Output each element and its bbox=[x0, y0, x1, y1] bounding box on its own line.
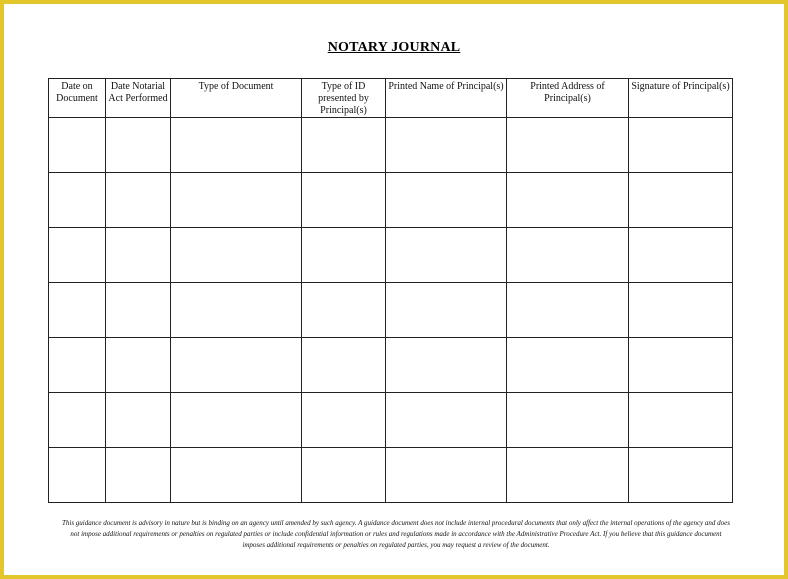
entry-cell[interactable] bbox=[302, 173, 386, 228]
entry-cell[interactable] bbox=[629, 228, 733, 283]
table-row bbox=[49, 283, 733, 338]
entry-cell[interactable] bbox=[49, 173, 106, 228]
entry-cell[interactable] bbox=[302, 338, 386, 393]
entry-cell[interactable] bbox=[106, 173, 171, 228]
header-row bbox=[49, 79, 733, 118]
entry-cell[interactable] bbox=[106, 448, 171, 503]
table-row bbox=[49, 393, 733, 448]
entry-cell[interactable] bbox=[49, 283, 106, 338]
entry-cell[interactable] bbox=[507, 173, 629, 228]
entry-cell[interactable] bbox=[171, 393, 302, 448]
entry-cell[interactable] bbox=[386, 173, 507, 228]
entry-cell[interactable] bbox=[171, 118, 302, 173]
col-header-date-on-document: Date on Document bbox=[49, 79, 106, 118]
entry-cell[interactable] bbox=[106, 118, 171, 173]
entry-cell[interactable] bbox=[629, 338, 733, 393]
entry-cell[interactable] bbox=[302, 228, 386, 283]
table-row bbox=[49, 173, 733, 228]
entry-cell[interactable] bbox=[629, 393, 733, 448]
entry-cell[interactable] bbox=[171, 448, 302, 503]
entry-cell[interactable] bbox=[507, 283, 629, 338]
entry-cell[interactable] bbox=[49, 448, 106, 503]
table-row bbox=[49, 228, 733, 283]
entry-cell[interactable] bbox=[106, 283, 171, 338]
entry-cell[interactable] bbox=[106, 393, 171, 448]
col-header-type-of-document: Type of Document bbox=[171, 79, 302, 118]
entry-cell[interactable] bbox=[49, 118, 106, 173]
entry-cell[interactable] bbox=[171, 283, 302, 338]
entry-cell[interactable] bbox=[386, 283, 507, 338]
entry-cell[interactable] bbox=[49, 228, 106, 283]
entry-cell[interactable] bbox=[629, 283, 733, 338]
col-header-printed-address: Printed Address of Principal(s) bbox=[507, 79, 629, 118]
entry-cell[interactable] bbox=[386, 448, 507, 503]
entry-cell[interactable] bbox=[507, 118, 629, 173]
entry-cell[interactable] bbox=[507, 393, 629, 448]
entry-cell[interactable] bbox=[171, 338, 302, 393]
entry-cell[interactable] bbox=[507, 448, 629, 503]
col-header-type-of-id: Type of ID presented by Principal(s) bbox=[302, 79, 386, 118]
col-header-date-notarial-act: Date Notarial Act Performed bbox=[106, 79, 171, 118]
table-row bbox=[49, 338, 733, 393]
entry-cell[interactable] bbox=[106, 228, 171, 283]
entry-cell[interactable] bbox=[386, 118, 507, 173]
entry-cell[interactable] bbox=[629, 173, 733, 228]
entry-cell[interactable] bbox=[629, 448, 733, 503]
entry-cell[interactable] bbox=[171, 173, 302, 228]
entry-cell[interactable] bbox=[49, 393, 106, 448]
page-title: NOTARY JOURNAL bbox=[327, 40, 461, 55]
entry-cell[interactable] bbox=[171, 228, 302, 283]
table-row bbox=[49, 118, 733, 173]
journal-body bbox=[49, 118, 733, 503]
entry-cell[interactable] bbox=[507, 228, 629, 283]
col-header-printed-name: Printed Name of Principal(s) bbox=[386, 79, 507, 118]
entry-cell[interactable] bbox=[302, 448, 386, 503]
col-header-signature: Signature of Principal(s) bbox=[629, 79, 733, 118]
disclaimer-text: This guidance document is advisory in nature but is binding on an agency until amended by such agency. A guidance document does not include internal procedural documents that only affect the internal operations of the agency and does not impose additional requirements or penalties on regulated parties or include confidential information or rules and regulations made in accordance with the Administrative Procedure Act. If you believe that this guidance document imposes additional requirements or penalties on regulated parties, you may request a review of the document. bbox=[62, 519, 730, 549]
entry-cell[interactable] bbox=[386, 393, 507, 448]
entry-cell[interactable] bbox=[629, 118, 733, 173]
entry-cell[interactable] bbox=[386, 338, 507, 393]
entry-cell[interactable] bbox=[507, 338, 629, 393]
entry-cell[interactable] bbox=[106, 338, 171, 393]
entry-cell[interactable] bbox=[302, 118, 386, 173]
entry-cell[interactable] bbox=[386, 228, 507, 283]
journal-table bbox=[48, 78, 733, 503]
entry-cell[interactable] bbox=[302, 283, 386, 338]
table-row bbox=[49, 448, 733, 503]
entry-cell[interactable] bbox=[49, 338, 106, 393]
entry-cell[interactable] bbox=[302, 393, 386, 448]
